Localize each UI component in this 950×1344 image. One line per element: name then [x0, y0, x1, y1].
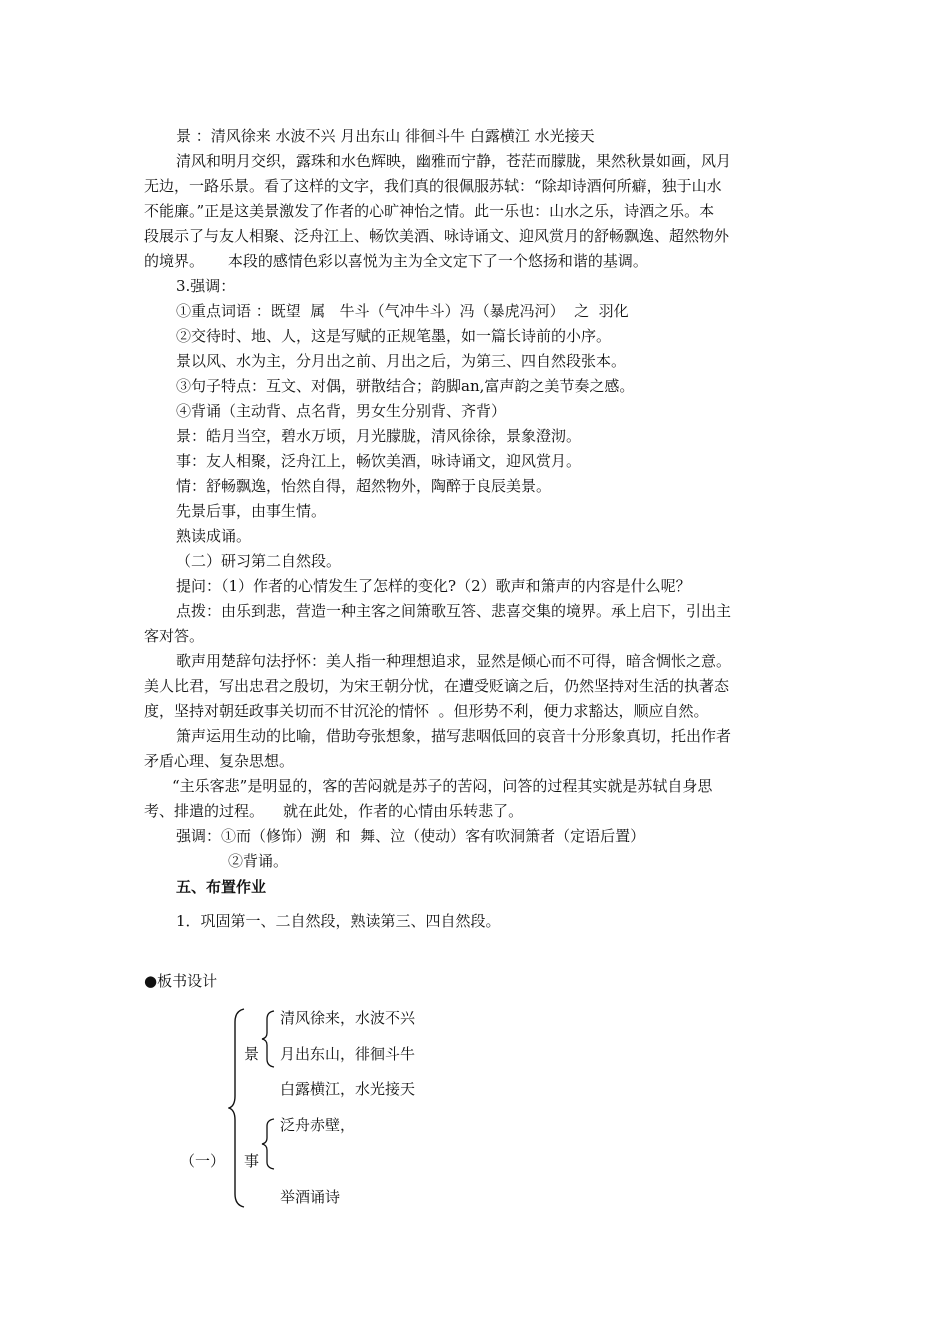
jing-brace-icon	[260, 1010, 276, 1068]
text-line: 3.强调：	[176, 277, 236, 295]
board-jing-item: 白露横江，水光接天	[280, 1080, 416, 1098]
text-line: 熟读成诵。	[176, 527, 252, 545]
text-line: ④背诵（主动背、点名背，男女生分别背、齐背）	[176, 402, 507, 420]
text-line: 矛盾心理、复杂思想。	[144, 752, 295, 770]
text-line: “主乐客悲”是明显的，客的苦闷就是苏子的苦闷，问答的过程其实就是苏轼自身思	[172, 777, 713, 795]
section-heading: 五、布置作业	[176, 878, 267, 896]
text-line: 清风和明月交织，露珠和水色辉映，幽雅而宁静，苍茫而朦胧，果然秋景如画，风月	[176, 152, 732, 170]
text-line: 美人比君，写出忠君之殷切，为宋王朝分忧，在遭受贬谪之后，仍然坚持对生活的执著态	[144, 677, 730, 695]
text-line: 点拨：由乐到悲，营造一种主客之间箫歌互答、悲喜交集的境界。承上启下，引出主	[176, 602, 732, 620]
text-line: 的境界。 本段的感情色彩以喜悦为主为全文定下了一个悠扬和谐的基调。	[144, 252, 648, 270]
text-line: ①重点词语 ：既望 属 牛斗（气冲牛斗）冯（暴虎冯河） 之 羽化	[176, 302, 629, 320]
text-line: 景：皓月当空，碧水万顷，月光朦胧，清风徐徐，景象澄沏。	[176, 427, 582, 445]
board-jing-label: 景	[244, 1045, 260, 1063]
text-line: 1．巩固第一、二自然段，熟读第三、四自然段。	[176, 912, 501, 930]
text-line: 度，坚持对朝廷政事关切而不甘沉沦的情怀 。但形势不利，便力求豁达，顺应自然。	[144, 702, 709, 720]
text-line: ②交待时、地、人，这是写赋的正规笔墨，如一篇长诗前的小序。	[176, 327, 612, 345]
board-shi-item: 举酒诵诗	[280, 1188, 341, 1206]
board-jing-item: 月出东山，徘徊斗牛	[280, 1045, 416, 1063]
board-shi-label: 事	[244, 1152, 260, 1170]
text-line: 歌声用楚辞句法抒怀：美人指一种理想追求，显然是倾心而不可得，暗含惆怅之意。	[176, 652, 732, 670]
text-line: ②背诵。	[228, 852, 289, 870]
text-line: ③句子特点：互文、对偶，骈散结合；韵脚an,富声韵之美节奏之感。	[176, 377, 635, 395]
shi-brace-icon	[260, 1118, 276, 1170]
text-line: 箫声运用生动的比喻，借助夸张想象，描写悲咽低回的哀音十分形象真切，托出作者	[176, 727, 732, 745]
text-line: 客对答。	[144, 627, 205, 645]
board-shi-item: 泛舟赤壁，	[280, 1116, 356, 1134]
board-heading: ●板书设计	[144, 972, 218, 990]
text-line: 段展示了与友人相聚、泛舟江上、畅饮美酒、咏诗诵文、迎风赏月的舒畅飘逸、超然物外	[144, 227, 730, 245]
text-line: 事：友人相聚，泛舟江上，畅饮美酒，咏诗诵文，迎风赏月。	[176, 452, 582, 470]
text-line: 无边，一路乐景。看了这样的文字，我们真的很佩服苏轼：“除却诗酒何所癖，独于山水	[144, 177, 722, 195]
text-line: 景 ：清风徐来 水波不兴 月出东山 徘徊斗牛 白露横江 水光接天	[176, 127, 595, 145]
text-line: 考、排遣的过程。 就在此处，作者的心情由乐转悲了。	[144, 802, 524, 820]
text-line: 不能廉。”正是这美景激发了作者的心旷神怡之情。此一乐也：山水之乐，诗酒之乐。本	[144, 202, 715, 220]
text-line: 强调：①而（修饰）溯 和 舞、泣（使动）客有吹洞箫者（定语后置）	[176, 827, 646, 845]
text-line: 情：舒畅飘逸，怡然自得，超然物外，陶醉于良辰美景。	[176, 477, 552, 495]
text-line: 先景后事，由事生情。	[176, 502, 327, 520]
board-jing-item: 清风徐来，水波不兴	[280, 1009, 416, 1027]
text-line: （二）研习第二自然段。	[176, 552, 342, 570]
board-section-label: （一）	[180, 1152, 226, 1170]
big-brace-icon	[228, 1008, 248, 1208]
text-line: 景以风、水为主，分月出之前、月出之后，为第三、四自然段张本。	[176, 352, 627, 370]
text-line: 提问：（1）作者的心情发生了怎样的变化?（2）歌声和箫声的内容是什么呢？	[176, 577, 691, 595]
